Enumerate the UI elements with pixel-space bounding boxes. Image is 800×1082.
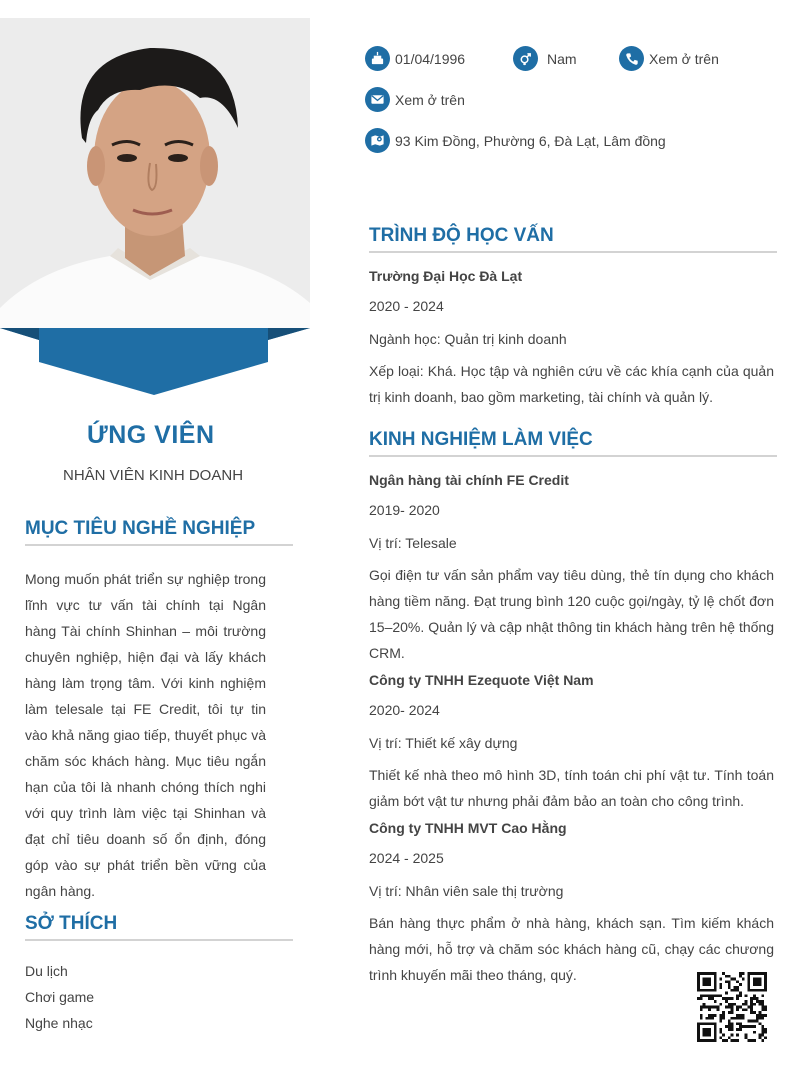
birthdate-value: 01/04/1996 xyxy=(395,50,466,67)
experience-title: KINH NGHIỆM LÀM VIỆC xyxy=(369,429,777,457)
job-description: Gọi điện tư vấn sản phẩm vay tiêu dùng, thẻ tín dụng cho khách hàng tiềm năng. Đạt trung bình 120 cuộc gọi/ngày, tỷ lệ chốt đơn 15–20%. Quản lý và cập nhật thông tin khách hàng trên hệ thống CRM. xyxy=(369,567,774,661)
job-position: Vị trí: Thiết kế xây dựng xyxy=(369,735,518,751)
job-company: Công ty TNHH Ezequote Việt Nam xyxy=(369,672,594,688)
email-value: Xem ở trên xyxy=(395,91,465,108)
education-school: Trường Đại Học Đà Lạt xyxy=(369,268,523,284)
cake-icon xyxy=(365,46,390,71)
education-period: 2020 - 2024 xyxy=(369,298,444,314)
job-period: 2024 - 2025 xyxy=(369,850,444,866)
gender-icon xyxy=(513,46,538,71)
objective-text: Mong muốn phát triển sự nghiệp trong lĩnh vực tư vấn tài chính tại Ngân hàng Tài chính Shinhan – môi trường chuyên nghiệp, hiện đại và lấy khách hàng làm trọng tâm. Với kinh nghiệm làm telesale tại FE Credit, tôi tự tin vào khả năng giao tiếp, thuyết phục và chăm sóc khách hàng. Mục tiêu ngắn hạn của tôi là nhanh chóng thích nghi với quy trình làm việc tại Shinhan và đạt chỉ tiêu doanh số ổn định, đóng góp vào sự phát triển bền vững của ngân hàng. xyxy=(25,571,266,899)
job-description: Thiết kế nhà theo mô hình 3D, tính toán chi phí vật tư. Tính toán giảm bớt vật tư nhưng phải đảm bảo an toàn cho công trình. xyxy=(369,767,774,809)
address-value: 93 Kim Đồng, Phường 6, Đà Lạt, Lâm đồng xyxy=(395,132,666,149)
qr-code[interactable] xyxy=(697,972,767,1042)
hobby-item: Nghe nhạc xyxy=(25,1015,93,1031)
photo-ribbon xyxy=(0,328,310,396)
job-company: Công ty TNHH MVT Cao Hằng xyxy=(369,820,567,836)
mail-icon xyxy=(365,87,390,112)
education-major: Ngành học: Quản trị kinh doanh xyxy=(369,331,567,347)
gender-value: Nam xyxy=(547,50,577,67)
profile-photo xyxy=(0,18,310,329)
contact-birthdate xyxy=(365,46,465,71)
contact-address xyxy=(365,128,666,153)
hobby-item: Du lịch xyxy=(25,963,68,979)
hobbies-title: SỞ THÍCH xyxy=(25,913,293,941)
job-period: 2020- 2024 xyxy=(369,702,440,718)
phone-icon xyxy=(619,46,644,71)
job-position: Vị trí: Nhân viên sale thị trường xyxy=(369,883,564,899)
map-pin-icon xyxy=(365,128,390,153)
objective-title: MỤC TIÊU NGHỀ NGHIỆP xyxy=(25,518,293,546)
contact-gender xyxy=(513,46,577,71)
job-company: Ngân hàng tài chính FE Credit xyxy=(369,472,569,488)
education-description: Xếp loại: Khá. Học tập và nghiên cứu về các khía cạnh của quản trị kinh doanh, bao gồm marketing, tài chính và quản lý. xyxy=(369,363,774,405)
job-description: Bán hàng thực phẩm ở nhà hàng, khách sạn. Tìm kiếm khách hàng mới, hỗ trợ và chăm sóc khách hàng cũ, chạy các chương trình khuyến mãi theo tháng, quý. xyxy=(369,915,774,983)
contact-phone xyxy=(619,46,719,71)
candidate-name: ỨNG VIÊN xyxy=(87,421,215,449)
contact-email xyxy=(365,87,465,112)
hobbies-list xyxy=(25,958,94,1036)
job-period: 2019- 2020 xyxy=(369,502,440,518)
hobby-item: Chơi game xyxy=(25,989,95,1005)
candidate-role: NHÂN VIÊN KINH DOANH xyxy=(63,467,244,484)
job-position: Vị trí: Telesale xyxy=(369,535,457,551)
phone-value: Xem ở trên xyxy=(649,50,719,67)
education-title: TRÌNH ĐỘ HỌC VẤN xyxy=(369,225,777,253)
